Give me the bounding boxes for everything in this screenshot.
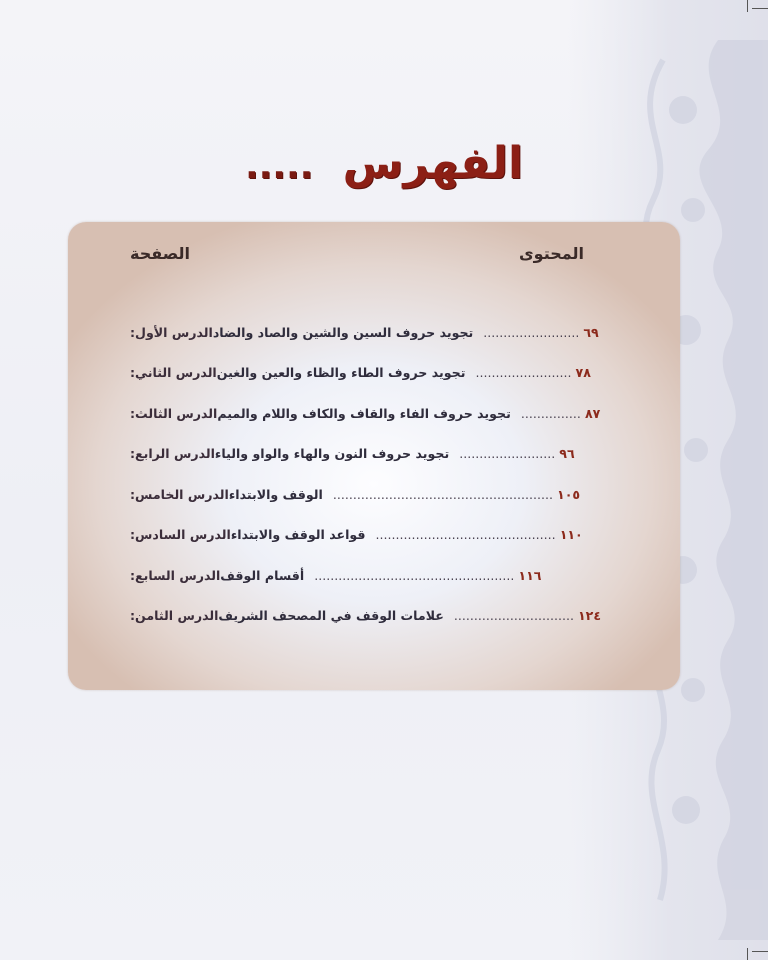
- toc-entry[interactable]: [130, 353, 592, 394]
- dot-leader: .............................................: [375, 527, 556, 543]
- toc-entry[interactable]: [130, 474, 592, 515]
- page-number: ١١٠: [559, 527, 583, 543]
- page-number: ١٠٥: [557, 486, 581, 502]
- page-number: ٩٦: [559, 446, 575, 462]
- lesson-topic: قواعد الوقف والابتداء: [230, 527, 366, 543]
- page-column-header: الصفحة: [130, 244, 191, 263]
- page-title: [0, 138, 768, 208]
- toc-entry[interactable]: [130, 555, 592, 596]
- page-number: ٦٩: [583, 324, 599, 340]
- toc-entry[interactable]: [130, 515, 592, 556]
- dot-leader: ........................: [459, 446, 556, 462]
- lesson-label: الدرس الأول:: [130, 324, 213, 340]
- crop-mark: [747, 948, 748, 960]
- lesson-label: الدرس السادس:: [130, 527, 231, 543]
- lesson-label: الدرس السابع:: [130, 567, 221, 583]
- toc-list: [130, 312, 602, 636]
- title-dots: .....: [244, 146, 314, 187]
- lesson-topic: تجويد حروف الفاء والقاف والكاف واللام والميم: [217, 405, 511, 421]
- toc-entry[interactable]: [130, 434, 592, 475]
- lesson-label: الدرس الخامس:: [130, 486, 229, 502]
- lesson-topic: الوقف والابتداء: [228, 486, 323, 502]
- lesson-topic: أقسام الوقف: [220, 567, 305, 583]
- lesson-label: الدرس الثالث:: [130, 405, 218, 421]
- title-text: الفهرس: [342, 138, 524, 189]
- dot-leader: ...............: [520, 405, 581, 421]
- dot-leader: .......................................................: [332, 486, 554, 502]
- lesson-label: الدرس الثاني:: [130, 365, 217, 381]
- page-number: ١١٦: [518, 567, 542, 583]
- content-column-header: المحتوى: [519, 244, 584, 263]
- lesson-label: الدرس الثامن:: [130, 608, 219, 624]
- lesson-topic: تجويد حروف الطاء والظاء والعين والغين: [216, 365, 466, 381]
- lesson-label: الدرس الرابع:: [130, 446, 215, 462]
- toc-entry[interactable]: [130, 312, 599, 353]
- page-number: ٨٧: [584, 405, 601, 421]
- crop-mark: [747, 0, 748, 12]
- crop-mark: [752, 951, 768, 952]
- dot-leader: ..............................: [453, 608, 574, 624]
- lesson-topic: تجويد حروف السين والشين والصاد والضاد: [212, 324, 474, 340]
- crop-mark: [752, 8, 768, 9]
- dot-leader: ..................................................: [314, 567, 515, 583]
- dot-leader: ........................: [475, 365, 572, 381]
- page-number: ١٢٤: [577, 608, 602, 624]
- lesson-topic: علامات الوقف في المصحف الشريف: [218, 608, 444, 624]
- toc-entry[interactable]: [130, 393, 601, 434]
- dot-leader: ........................: [483, 324, 580, 340]
- page-number: ٧٨: [575, 365, 591, 381]
- lesson-topic: تجويد حروف النون والهاء والواو والياء: [214, 446, 450, 462]
- toc-entry[interactable]: [130, 596, 602, 637]
- table-of-contents-panel: [68, 222, 680, 690]
